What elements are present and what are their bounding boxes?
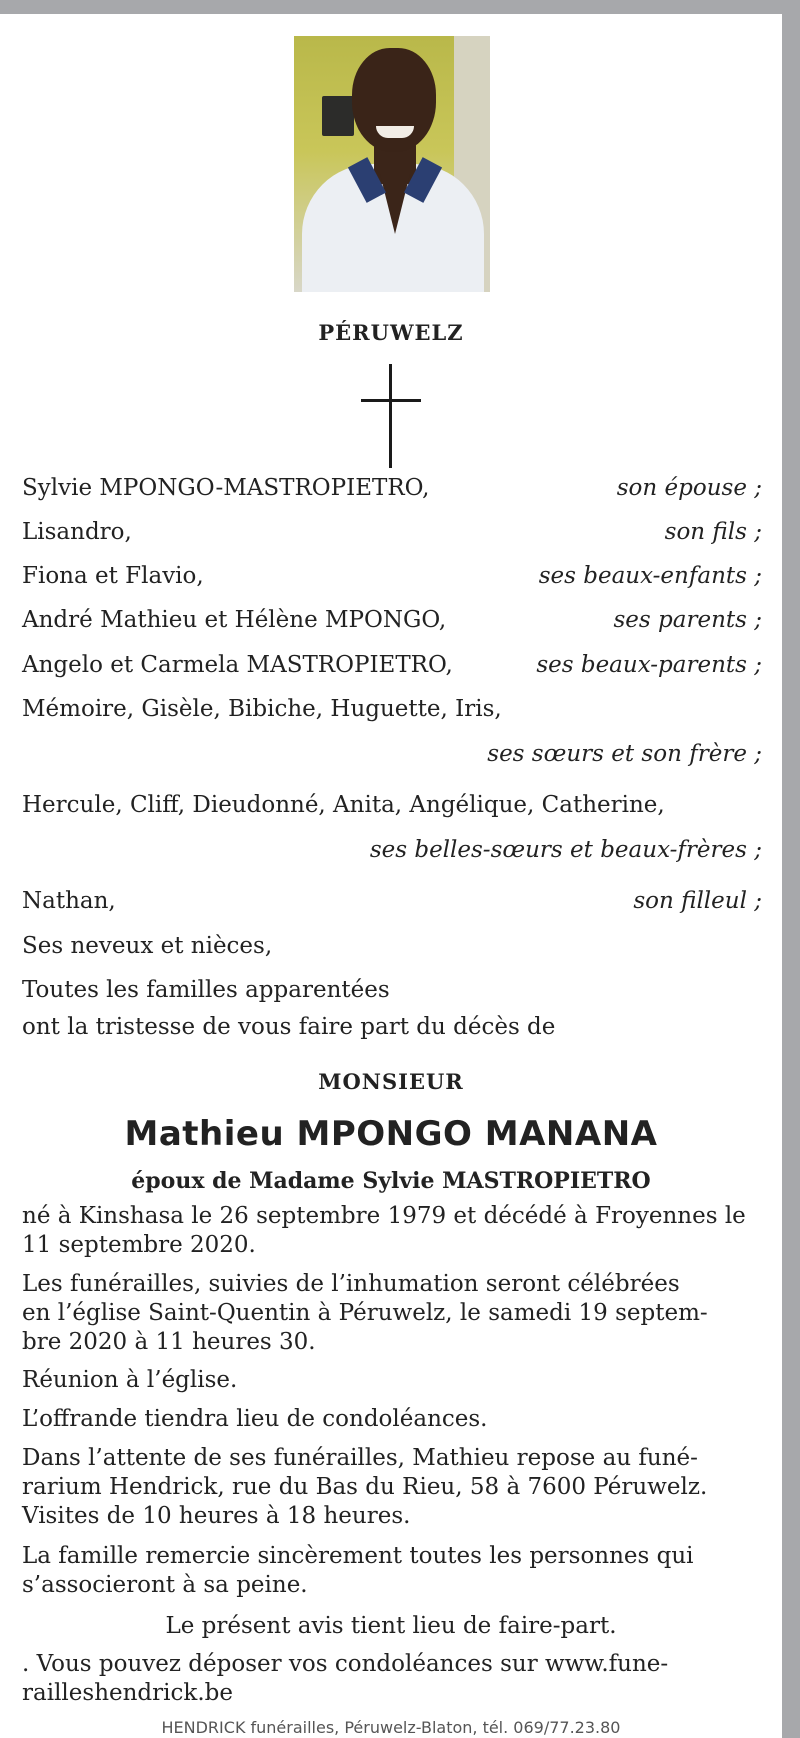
inlaws-names: Hercule, Cliff, Dieudonné, Anita, Angélique, Catherine, — [22, 792, 665, 818]
deceased-name: Mathieu MPONGO MANANA — [124, 1114, 658, 1154]
nephews-line: Ses neveux et nièces, — [22, 933, 273, 959]
birth-line: 11 septembre 2020. — [22, 1232, 256, 1258]
family-relation: son épouse ; — [616, 475, 762, 501]
family-name: Angelo et Carmela MASTROPIETRO, — [22, 652, 453, 678]
portrait-photo — [294, 36, 490, 292]
condolences-link[interactable]: railleshendrick.be — [22, 1680, 233, 1706]
family-name: Fiona et Flavio, — [22, 563, 204, 589]
families-line: Toutes les familles apparentées — [22, 977, 390, 1003]
rest-line: rarium Hendrick, rue du Bas du Rieu, 58 à 7600 Péruwelz. — [22, 1474, 708, 1500]
funeral-line: en l’église Saint-Quentin à Péruwelz, le samedi 19 septem- — [22, 1300, 708, 1326]
thanks-line: La famille remercie sincèrement toutes les personnes qui — [22, 1543, 694, 1569]
family-name: Lisandro, — [22, 519, 132, 545]
funeral-line: Les funérailles, suivies de l’inhumation seront célébrées — [22, 1271, 680, 1297]
thanks-line: s’associeront à sa peine. — [22, 1572, 308, 1598]
footer-credit: HENDRICK funérailles, Péruwelz-Blaton, tél. 069/77.23.80 — [161, 1718, 621, 1737]
family-name: Sylvie MPONGO-MASTROPIETRO, — [22, 475, 430, 501]
funeral-line: bre 2020 à 11 heures 30. — [22, 1329, 316, 1355]
deceased-title: MONSIEUR — [318, 1069, 464, 1094]
godson-relation: son filleul ; — [633, 888, 762, 914]
inlaws-relation: ses belles-sœurs et beaux-frères ; — [369, 837, 762, 863]
family-relation: son fils ; — [664, 519, 762, 545]
siblings-names: Mémoire, Gisèle, Bibiche, Huguette, Iris, — [22, 696, 502, 722]
siblings-relation: ses sœurs et son frère ; — [487, 741, 762, 767]
meeting-line: Réunion à l’église. — [22, 1367, 238, 1393]
family-name: André Mathieu et Hélène MPONGO, — [22, 607, 447, 633]
condolences-line: . Vous pouvez déposer vos condoléances sur www.fune- — [22, 1651, 669, 1677]
announcement-line: ont la tristesse de vous faire part du décès de — [22, 1014, 556, 1040]
family-relation: ses beaux-enfants ; — [538, 563, 762, 589]
spouse-line: époux de Madame Sylvie MASTROPIETRO — [131, 1168, 651, 1194]
rest-line: Visites de 10 heures à 18 heures. — [22, 1503, 411, 1529]
family-relation: ses beaux-parents ; — [536, 652, 762, 678]
godson-name: Nathan, — [22, 888, 116, 914]
family-relation: ses parents ; — [613, 607, 762, 633]
city-heading: PÉRUWELZ — [318, 320, 464, 345]
notice-line: Le présent avis tient lieu de faire-part. — [165, 1613, 617, 1639]
rest-line: Dans l’attente de ses funérailles, Mathieu repose au funé- — [22, 1445, 698, 1471]
offering-line: L’offrande tiendra lieu de condoléances. — [22, 1406, 488, 1432]
obituary-sheet — [0, 14, 782, 1738]
birth-line: né à Kinshasa le 26 septembre 1979 et décédé à Froyennes le — [22, 1203, 746, 1229]
